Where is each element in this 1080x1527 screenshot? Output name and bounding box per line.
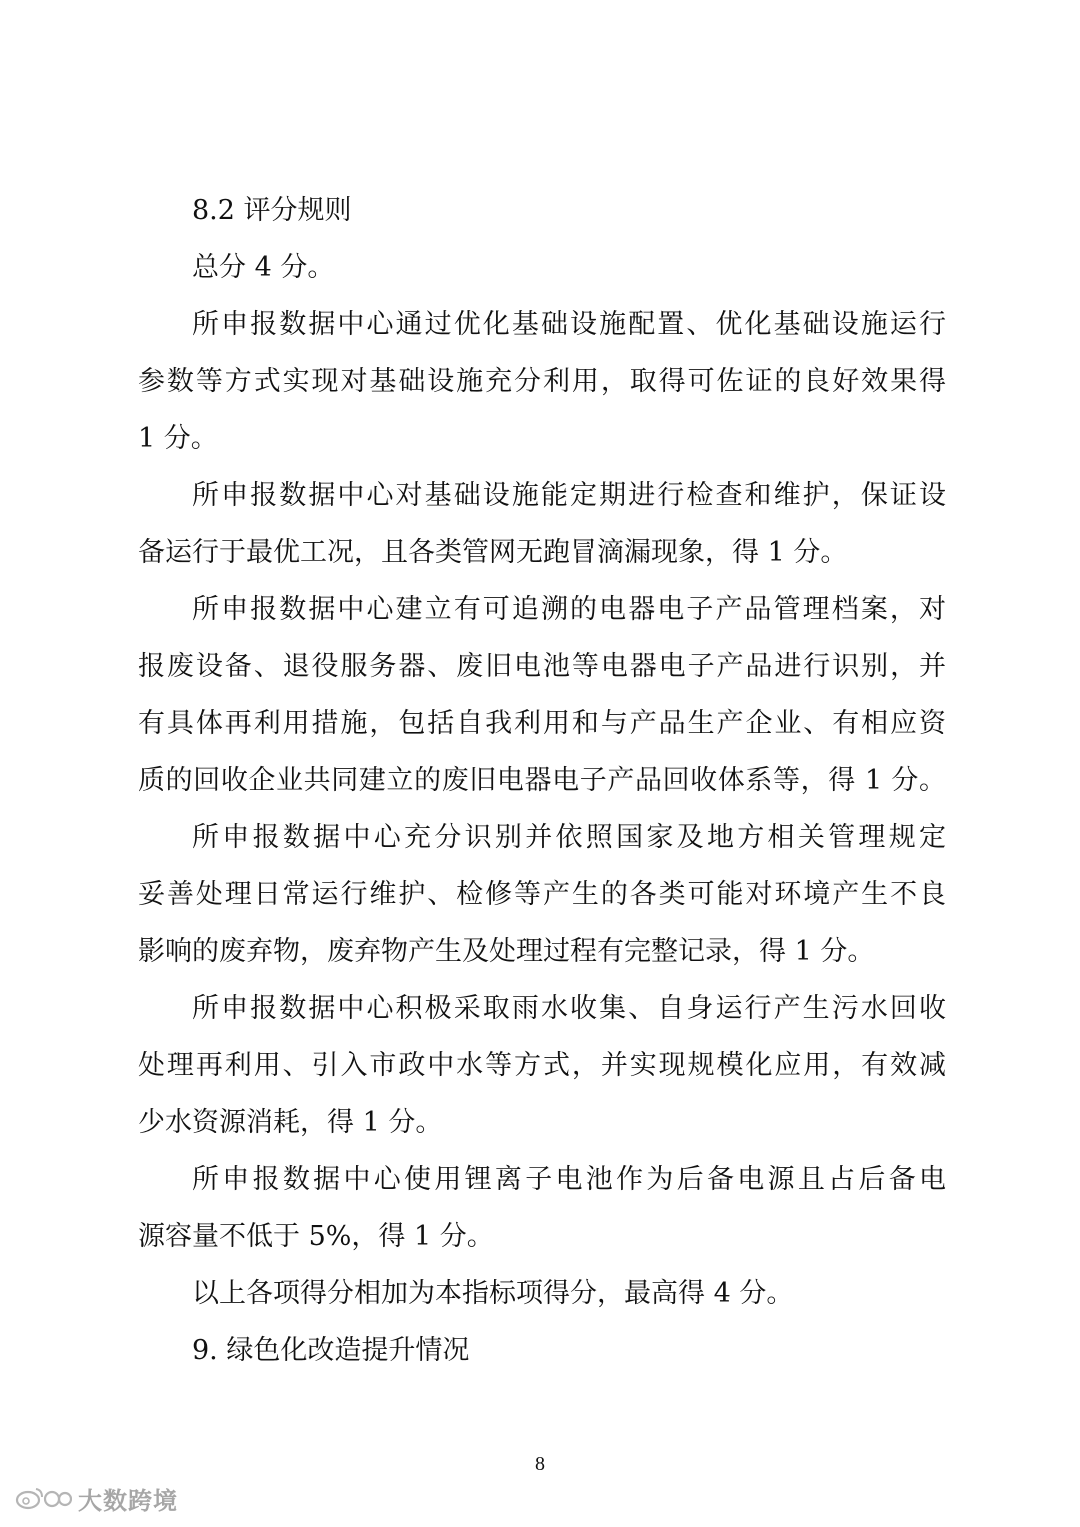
paragraph-line: 所申报数据中心对基础设施能定期进行检查和维护，保证设 — [192, 480, 946, 511]
summary-line: 以上各项得分相加为本指标项得分，最高得 4 分。 — [192, 1278, 794, 1309]
next-section-heading: 9. 绿色化改造提升情况 — [192, 1335, 470, 1366]
page-number: 8 — [535, 1453, 545, 1475]
total-score: 总分 4 分。 — [192, 252, 335, 283]
watermark-text: 大数跨境 — [78, 1486, 178, 1515]
section-title: 8.2 评分规则 — [192, 195, 352, 226]
paragraph-line: 所申报数据中心建立有可追溯的电器电子产品管理档案，对 — [192, 594, 946, 625]
paragraph-line: 所申报数据中心使用锂离子电池作为后备电源且占后备电 — [192, 1164, 946, 1195]
paragraph-line: 备运行于最优工况，且各类管网无跑冒滴漏现象，得 1 分。 — [138, 537, 848, 568]
paragraph-line: 处理再利用、引入市政中水等方式，并实现规模化应用，有效减 — [138, 1050, 946, 1081]
paragraph-line: 所申报数据中心充分识别并依照国家及地方相关管理规定 — [192, 822, 946, 853]
paragraph-line: 报废设备、退役服务器、废旧电池等电器电子产品进行识别，并 — [138, 651, 946, 682]
paragraph-line: 质的回收企业共同建立的废旧电器电子产品回收体系等，得 1 分。 — [138, 765, 946, 796]
watermark — [14, 1480, 178, 1516]
paragraph-line: 妥善处理日常运行维护、检修等产生的各类可能对环境产生不良 — [138, 879, 946, 910]
weibo-logo-icon — [14, 1483, 72, 1513]
paragraph-line: 1 分。 — [138, 423, 218, 454]
paragraph-line: 有具体再利用措施，包括自我利用和与产品生产企业、有相应资 — [138, 708, 946, 739]
paragraph-line: 影响的废弃物，废弃物产生及处理过程有完整记录，得 1 分。 — [138, 936, 875, 967]
paragraph-line: 源容量不低于 5%，得 1 分。 — [138, 1221, 494, 1252]
paragraph-line: 参数等方式实现对基础设施充分利用，取得可佐证的良好效果得 — [138, 366, 946, 397]
paragraph-line: 所申报数据中心积极采取雨水收集、自身运行产生污水回收 — [192, 993, 946, 1024]
paragraph-line: 少水资源消耗，得 1 分。 — [138, 1107, 443, 1138]
paragraph-line: 所申报数据中心通过优化基础设施配置、优化基础设施运行 — [192, 309, 946, 340]
